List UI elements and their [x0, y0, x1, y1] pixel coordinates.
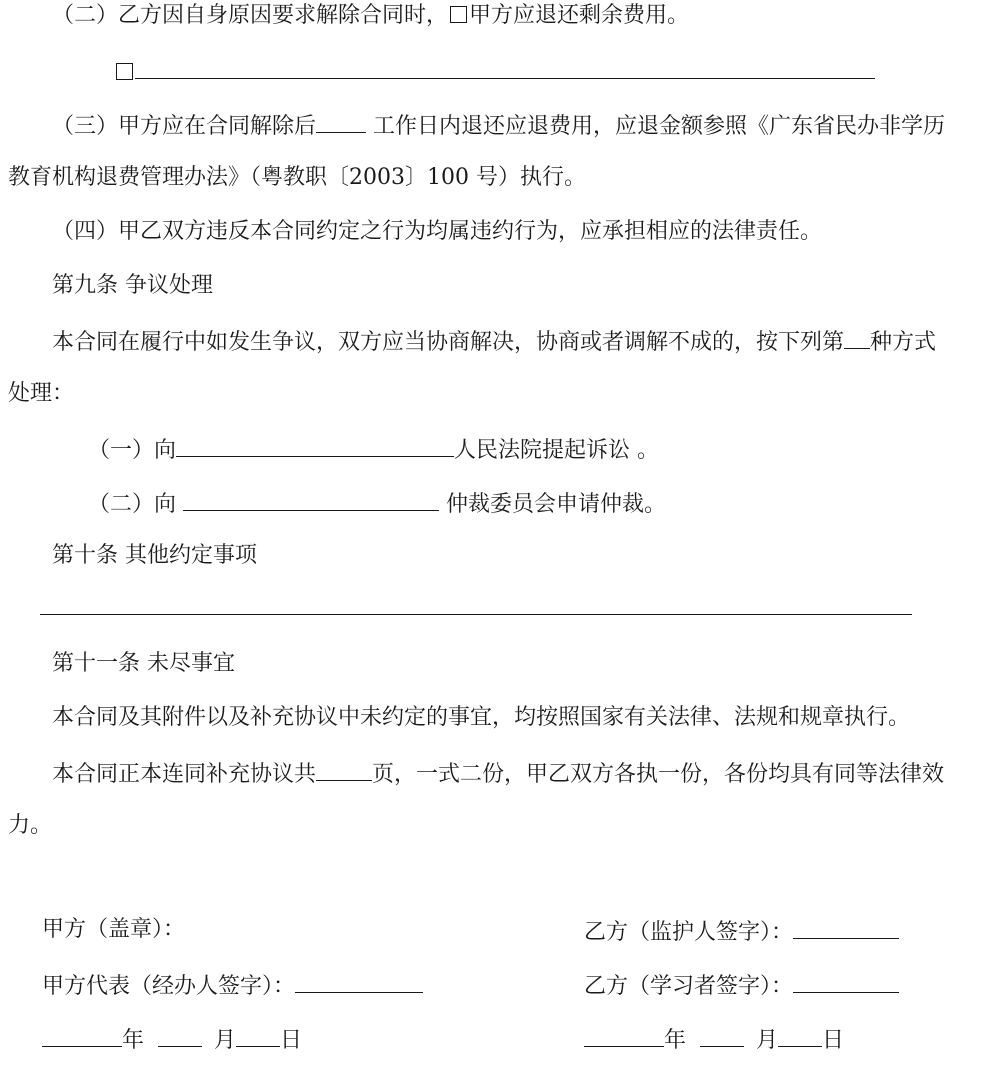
party-a-rep-label: 甲方代表（经办人签字）：	[42, 974, 296, 999]
party-b-month-blank[interactable]	[700, 1024, 744, 1047]
clause9-body-cont: 处理：	[8, 381, 75, 406]
clause11-body2-text: 页，一式二份，甲乙双方各执一份，各份均具有同等法律效	[372, 762, 945, 787]
party-a-month-blank[interactable]	[158, 1024, 202, 1047]
party-b-date	[584, 1024, 844, 1055]
arbitration-name-blank[interactable]	[183, 488, 439, 511]
option1-prefix: （一）向	[88, 438, 177, 463]
party-a-rep	[42, 970, 423, 1001]
clause9-heading: 第九条 争议处理	[52, 273, 213, 298]
clause11-body1: 本合同及其附件以及补充协议中未约定的事宜，均按照国家有关法律、法规和规章执行。	[52, 705, 911, 730]
clause10-heading: 第十条 其他约定事项	[52, 543, 257, 568]
party-a-year-label: 年	[122, 1028, 145, 1053]
other-option-checkbox[interactable]	[116, 63, 133, 80]
party-a-year-blank[interactable]	[42, 1024, 122, 1047]
party-b-year-label: 年	[664, 1028, 687, 1053]
other-terms-blank-line[interactable]	[40, 614, 912, 615]
party-b-day-blank[interactable]	[778, 1024, 822, 1047]
party-b-year-blank[interactable]	[584, 1024, 664, 1047]
clause8-item2	[52, 2, 689, 30]
party-b-learner-label: 乙方（学习者签字）：	[584, 974, 794, 999]
clause8-item2-prefix: （二）乙方因自身原因要求解除合同时，	[52, 3, 449, 28]
clause8-item4: （四）甲乙双方违反本合同约定之行为均属违约行为，应承担相应的法律责任。	[52, 219, 823, 244]
guardian-signature-blank[interactable]	[793, 916, 899, 939]
party-b-learner	[584, 970, 899, 1001]
clause11-body2-prefix: 本合同正本连同补充协议共	[52, 762, 317, 787]
dispute-method-blank[interactable]	[844, 326, 870, 349]
clause8-item3	[52, 110, 945, 141]
party-a-seal-label: 甲方（盖章）：	[42, 917, 186, 942]
clause8-item3-prefix: （三）甲方应在合同解除后	[52, 114, 317, 139]
clause8-item3-text: 工作日内退还应退费用，应退金额参照《广东省民办非学历	[366, 114, 946, 139]
party-a-day-blank[interactable]	[236, 1024, 280, 1047]
clause8-item2-option: 甲方应退还剩余费用。	[469, 3, 690, 28]
party-a-date	[42, 1024, 302, 1055]
clause9-option1	[88, 434, 659, 465]
clause11-heading: 第十一条 未尽事宜	[52, 651, 235, 676]
learner-signature-blank[interactable]	[793, 970, 899, 993]
clause9-body-text: 本合同在履行中如发生争议，双方应当协商解决，协商或者调解不成的，按下列第	[52, 330, 845, 355]
clause9-body-suffix: 种方式	[870, 330, 937, 355]
clause8-item2-other	[114, 56, 875, 87]
option1-suffix: 人民法院提起诉讼 。	[454, 438, 660, 463]
party-a-month-label: 月	[214, 1028, 237, 1053]
party-b-month-label: 月	[756, 1028, 779, 1053]
refund-days-blank[interactable]	[316, 110, 366, 133]
party-b-guardian-label: 乙方（监护人签字）：	[584, 920, 794, 945]
party-a-day-label: 日	[280, 1028, 303, 1053]
other-option-blank[interactable]	[135, 56, 875, 79]
page-count-blank[interactable]	[316, 758, 372, 781]
refund-option-checkbox[interactable]	[450, 6, 467, 23]
clause9-option2	[88, 488, 666, 519]
party-b-day-label: 日	[822, 1028, 845, 1053]
clause11-body2-cont: 力。	[8, 813, 53, 838]
party-a-rep-signature-blank[interactable]	[295, 970, 423, 993]
option2-prefix: （二）向	[88, 492, 183, 517]
court-name-blank[interactable]	[176, 434, 454, 457]
party-b-guardian	[584, 916, 899, 947]
clause11-body2	[52, 758, 944, 789]
option2-suffix: 仲裁委员会申请仲裁。	[439, 492, 666, 517]
clause9-body	[52, 326, 936, 357]
clause8-item3-cont: 教育机构退费管理办法》（粤教职〔2003〕100 号）执行。	[8, 165, 586, 190]
